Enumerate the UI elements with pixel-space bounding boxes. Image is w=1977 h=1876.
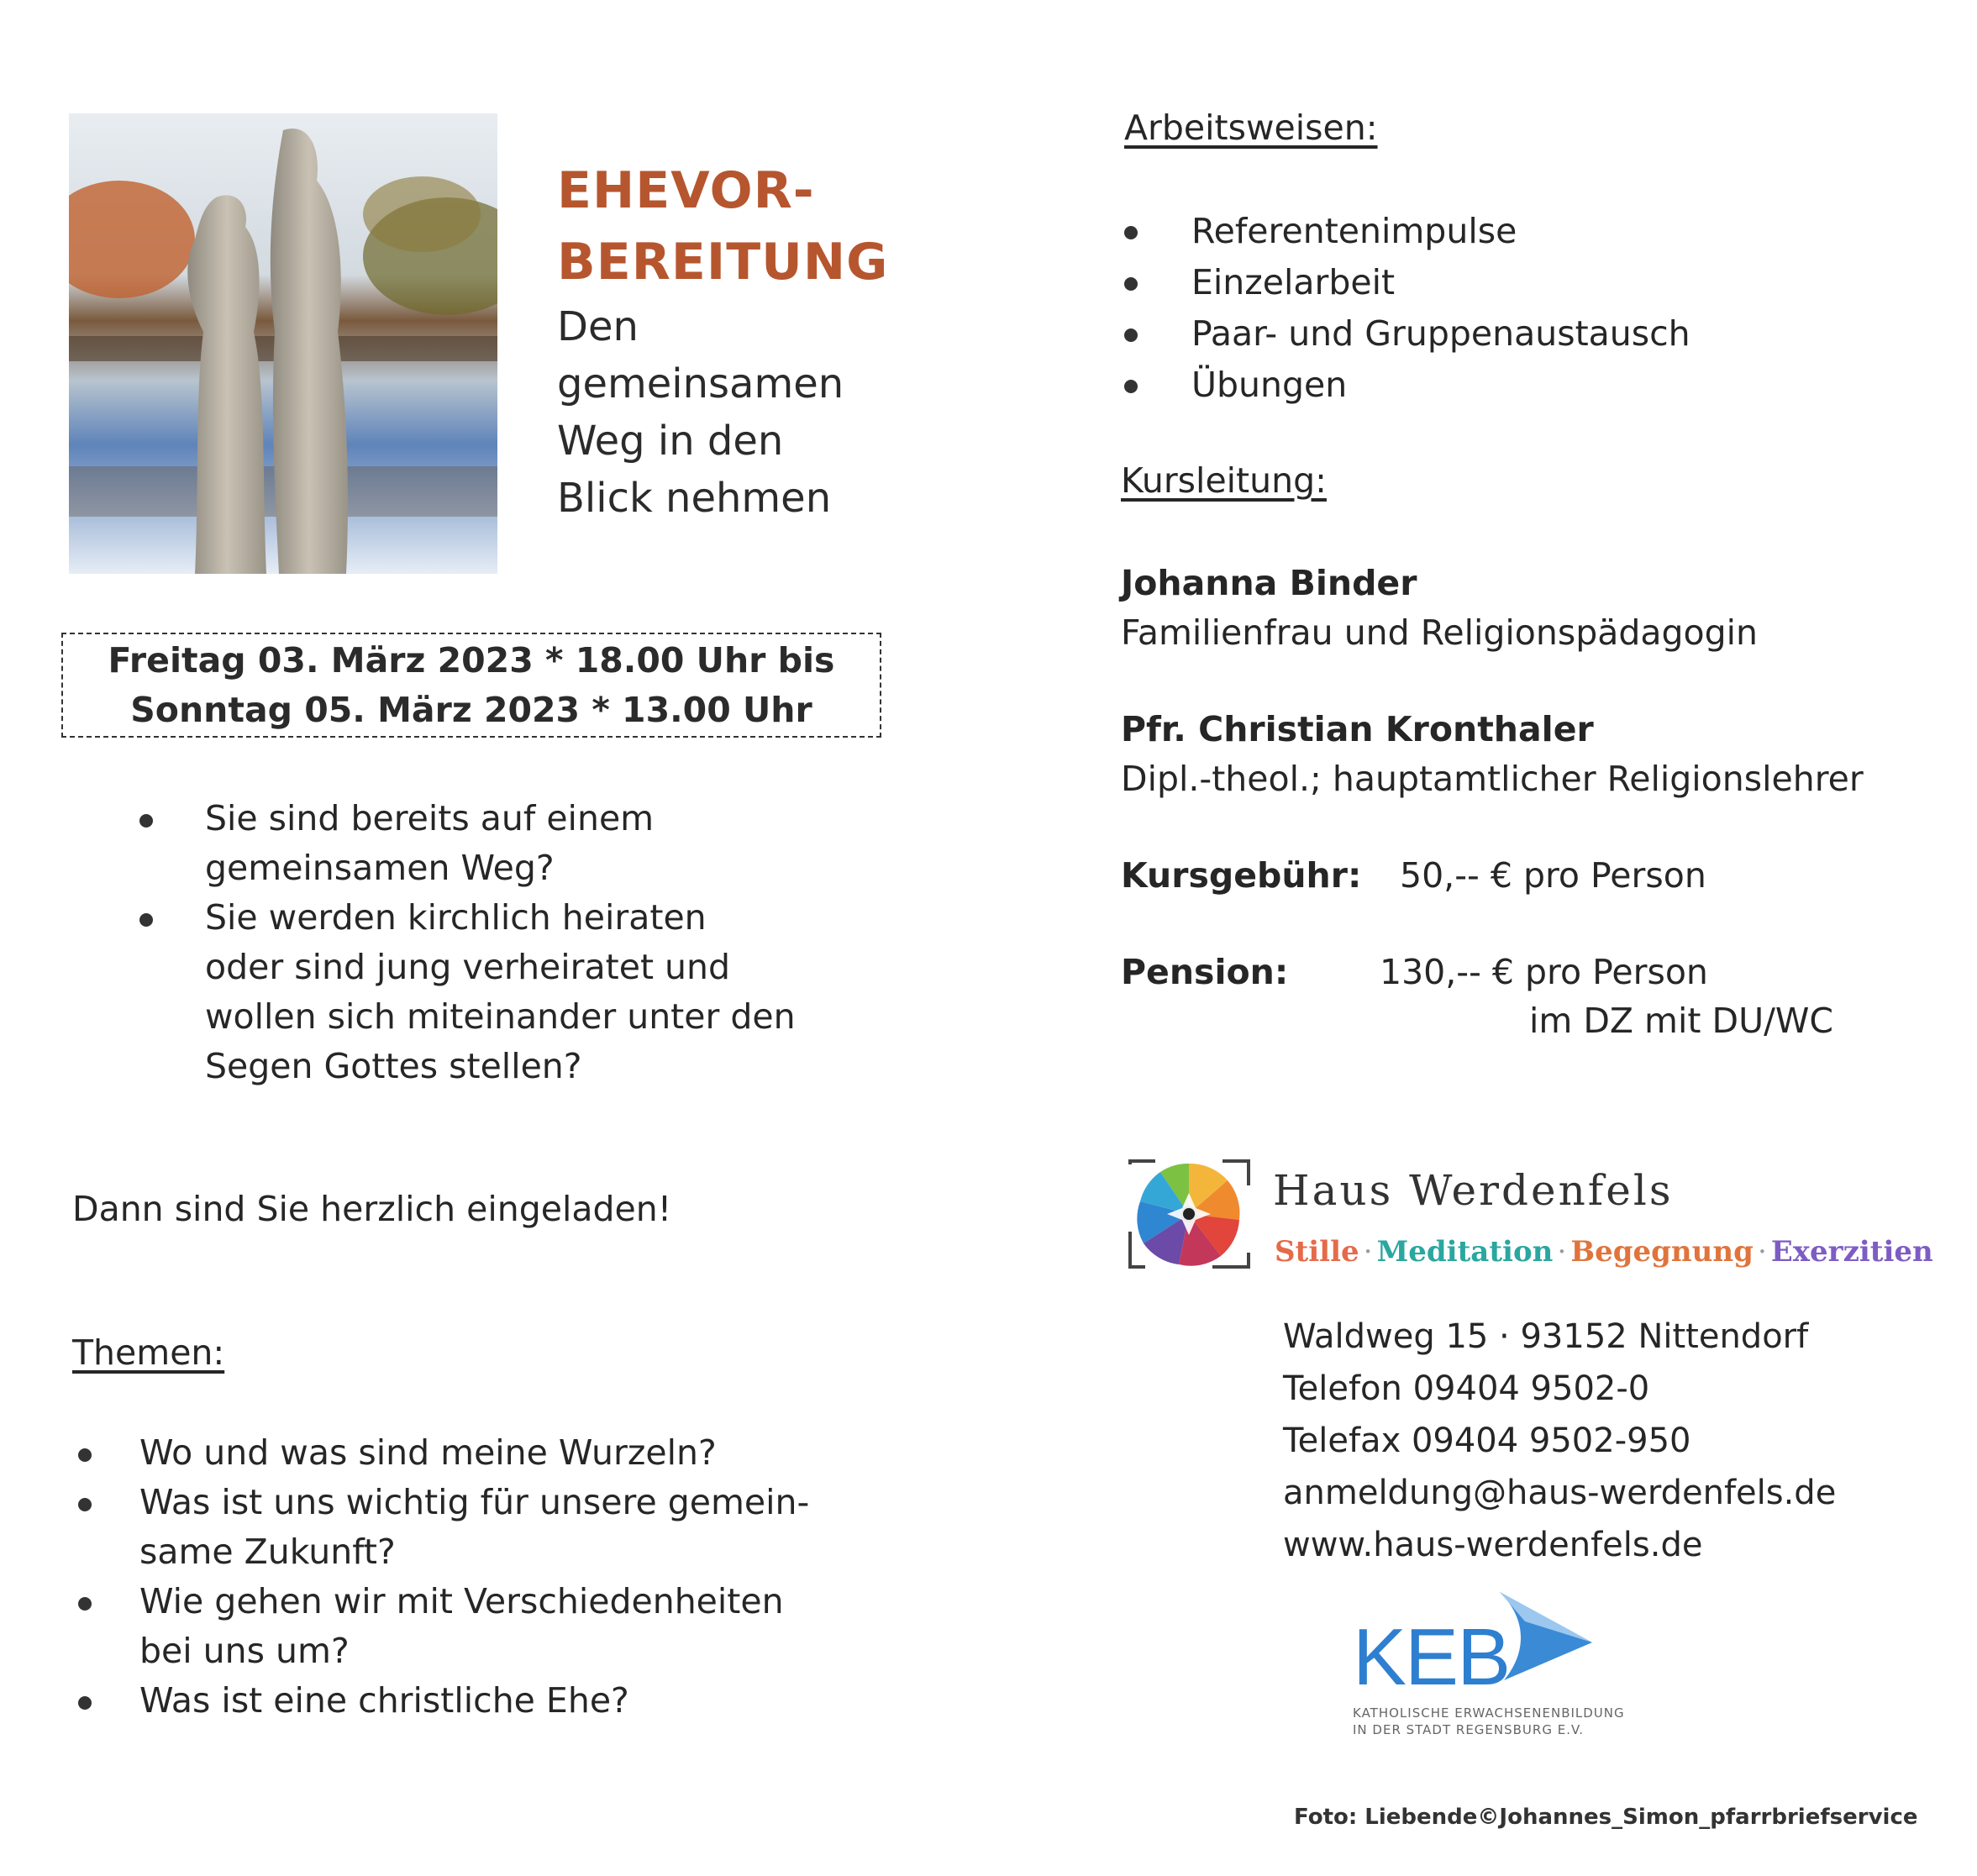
website-link[interactable]: www.haus-werdenfels.de	[1283, 1526, 1703, 1564]
subtitle-line: Weg in den	[557, 418, 784, 465]
tag-meditation: Meditation	[1376, 1235, 1554, 1269]
theme-line: Was ist eine christliche Ehe?	[139, 1680, 629, 1721]
list-item	[205, 794, 877, 893]
themen-list	[139, 1428, 896, 1726]
arbeitsweisen-heading: Arbeitsweisen:	[1124, 108, 1378, 148]
tag-begegnung: Begegnung	[1570, 1235, 1754, 1269]
list-item: Referentenimpulse	[1191, 206, 1948, 257]
date-line-1: Freitag 03. März 2023 * 18.00 Uhr bis	[108, 640, 835, 681]
list-item: Übungen	[1191, 360, 1948, 411]
subtitle-line: Blick nehmen	[557, 475, 832, 522]
themen-heading: Themen:	[72, 1332, 225, 1373]
tag-stille: Stille	[1275, 1235, 1359, 1269]
list-item: Paar- und Gruppenaustausch	[1191, 308, 1948, 360]
list-item	[139, 1428, 896, 1478]
question-line: Sie werden kirchlich heiraten	[205, 897, 707, 938]
haus-tagline	[1275, 1235, 1938, 1269]
haus-name: Haus Werdenfels	[1273, 1166, 1674, 1215]
address: Waldweg 15 · 93152 Nittendorf	[1283, 1317, 1809, 1356]
list-item	[139, 1676, 896, 1726]
email-link[interactable]: anmeldung@haus-werdenfels.de	[1283, 1474, 1837, 1512]
tag-separator: ·	[1557, 1235, 1567, 1269]
theme-line: Wie gehen wir mit Verschiedenheiten	[139, 1581, 784, 1621]
tag-separator: ·	[1363, 1235, 1373, 1269]
question-line: Sie sind bereits auf einem	[205, 798, 655, 838]
question-list	[205, 794, 877, 1091]
subtitle-line: Den	[557, 303, 639, 350]
title-line-1: EHEVOR-	[557, 161, 815, 220]
subtitle-line: gemeinsamen	[557, 360, 844, 407]
flower-star-logo	[1128, 1159, 1250, 1269]
question-line: Segen Gottes stellen?	[205, 1046, 582, 1086]
tag-separator: ·	[1757, 1235, 1767, 1269]
pension-value: 130,-- € pro Person	[1380, 952, 1708, 992]
leader-name: Pfr. Christian Kronthaler	[1121, 709, 1594, 749]
phone: Telefon 09404 9502-0	[1283, 1369, 1650, 1408]
fax: Telefax 09404 9502-950	[1283, 1421, 1691, 1460]
theme-line: same Zukunft?	[139, 1532, 396, 1572]
list-item	[139, 1577, 896, 1676]
theme-line: Wo und was sind meine Wurzeln?	[139, 1432, 717, 1473]
leader-role: Familienfrau und Religionspädagogin	[1121, 612, 1759, 653]
keb-line-2: IN DER STADT REGENSBURG E.V.	[1353, 1722, 1585, 1737]
subtitle	[557, 298, 844, 527]
photo-credit: Foto: Liebende©Johannes_Simon_pfarrbriefservice	[1294, 1805, 1918, 1830]
date-box	[61, 633, 881, 738]
question-line: gemeinsamen Weg?	[205, 848, 555, 888]
arbeitsweisen-list	[1191, 206, 1948, 411]
question-line: oder sind jung verheiratet und	[205, 947, 731, 987]
list-item	[205, 893, 877, 1091]
cover-photo	[69, 113, 497, 574]
list-item	[139, 1478, 896, 1577]
statue-couple-photo	[69, 113, 497, 574]
theme-line: Was ist uns wichtig für unsere gemein-	[139, 1482, 810, 1522]
contact-block	[1283, 1311, 1836, 1571]
leader-1	[1121, 559, 1758, 658]
invite-text: Dann sind Sie herzlich eingeladen!	[72, 1189, 672, 1229]
keb-logo	[1349, 1588, 1625, 1747]
tag-exerzitien: Exerzitien	[1770, 1235, 1933, 1269]
theme-line: bei uns um?	[139, 1631, 350, 1671]
kurs-fee-value: 50,-- € pro Person	[1400, 855, 1706, 896]
list-item: Einzelarbeit	[1191, 257, 1948, 308]
kurs-fee-label: Kursgebühr:	[1121, 855, 1362, 896]
keb-abbr: KEB	[1353, 1612, 1510, 1702]
keb-line-1: KATHOLISCHE ERWACHSENENBILDUNG	[1353, 1705, 1625, 1721]
date-line-2: Sonntag 05. März 2023 * 13.00 Uhr	[130, 690, 812, 730]
question-line: wollen sich miteinander unter den	[205, 996, 796, 1037]
kursleitung-heading: Kursleitung:	[1121, 460, 1327, 501]
leader-2	[1121, 705, 1864, 804]
leader-role: Dipl.-theol.; hauptamtlicher Religionslehrer	[1121, 759, 1864, 799]
pension-label: Pension:	[1121, 952, 1289, 992]
title-line-2: BEREITUNG	[557, 233, 889, 292]
leader-name: Johanna Binder	[1121, 563, 1417, 603]
pension-note: im DZ mit DU/WC	[1529, 1001, 1834, 1041]
